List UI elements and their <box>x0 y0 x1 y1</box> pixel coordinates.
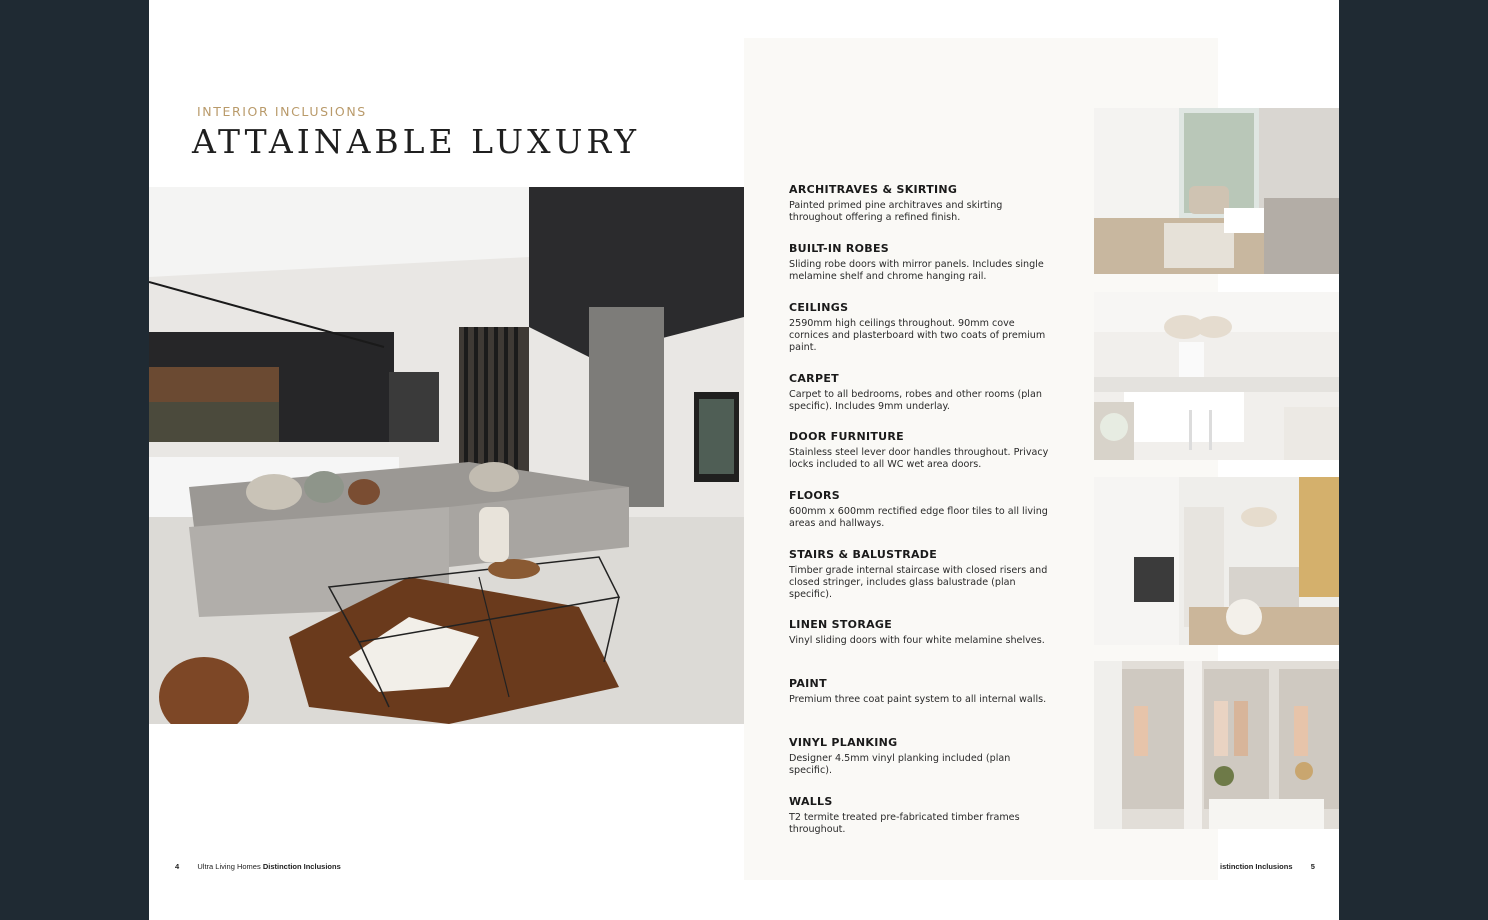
page-number-right: 5 <box>1310 862 1315 871</box>
spec-item-floors <box>789 489 1089 530</box>
spec-title: CEILINGS <box>789 301 849 314</box>
spec-item-paint <box>789 677 1089 706</box>
spec-title: WALLS <box>789 795 833 808</box>
spec-description: 2590mm high ceilings throughout. 90mm cove cornices and plasterboard with two coats of premium paint. <box>789 318 1046 353</box>
spec-item-vinyl-planking <box>789 736 1089 777</box>
spec-description: Designer 4.5mm vinyl planking included (plan specific). <box>789 753 1011 776</box>
spec-title: LINEN STORAGE <box>789 618 893 631</box>
spec-item-linen-storage <box>789 618 1089 647</box>
spec-item-built-in-robes <box>789 242 1089 283</box>
kitchen-photo <box>1094 292 1339 460</box>
spec-title: CARPET <box>789 372 839 385</box>
page-number-left: 4 <box>175 862 180 871</box>
spec-description: Vinyl sliding doors with four white melamine shelves. <box>789 635 1045 646</box>
footer-right <box>1220 862 1315 871</box>
footer-section-left: Distinction Inclusions <box>262 862 341 871</box>
spec-title: VINYL PLANKING <box>789 736 898 749</box>
spec-description: Carpet to all bedrooms, robes and other rooms (plan specific). Includes 9mm underlay. <box>789 389 1042 412</box>
spec-title: ARCHITRAVES & SKIRTING <box>789 183 958 196</box>
spec-description: T2 termite treated pre-fabricated timber frames throughout. <box>789 812 1020 835</box>
section-eyebrow: INTERIOR INCLUSIONS <box>197 104 367 119</box>
spec-item-architraves <box>789 183 1089 224</box>
spec-description: 600mm x 600mm rectified edge floor tiles to all living areas and hallways. <box>789 506 1048 529</box>
spec-title: PAINT <box>789 677 827 690</box>
spec-title: DOOR FURNITURE <box>789 430 904 443</box>
spec-description: Sliding robe doors with mirror panels. Includes single melamine shelf and chrome hanging rail. <box>789 259 1044 282</box>
spec-item-door-furniture <box>789 430 1089 471</box>
lounge-photo <box>1094 108 1339 274</box>
spec-item-stairs <box>789 548 1089 600</box>
spec-description: Stainless steel lever door handles throughout. Privacy locks included to all WC wet area doors. <box>789 447 1049 470</box>
spec-title: BUILT-IN ROBES <box>789 242 890 255</box>
spec-item-carpet <box>789 372 1089 413</box>
spec-item-walls <box>789 795 1089 836</box>
spec-description: Premium three coat paint system to all internal walls. <box>789 694 1047 705</box>
spec-description: Timber grade internal staircase with closed risers and closed stringer, includes glass balustrade (plan specific). <box>789 565 1048 600</box>
spec-title: FLOORS <box>789 489 841 502</box>
footer-section-right: istinction Inclusions <box>1220 862 1293 871</box>
footer-left <box>175 862 341 871</box>
footer-brand: Ultra Living Homes <box>197 862 261 871</box>
page-headline: ATTAINABLE LUXURY <box>192 122 641 161</box>
spec-item-ceilings <box>789 301 1089 353</box>
dining-kitchen-photo <box>1094 477 1339 645</box>
brochure-spread <box>149 0 1339 920</box>
spec-title: STAIRS & BALUSTRADE <box>789 548 938 561</box>
spec-description: Painted primed pine architraves and skirting throughout offering a refined finish. <box>789 200 1003 223</box>
walk-in-robe-photo <box>1094 661 1339 829</box>
living-room-photo <box>149 187 744 724</box>
